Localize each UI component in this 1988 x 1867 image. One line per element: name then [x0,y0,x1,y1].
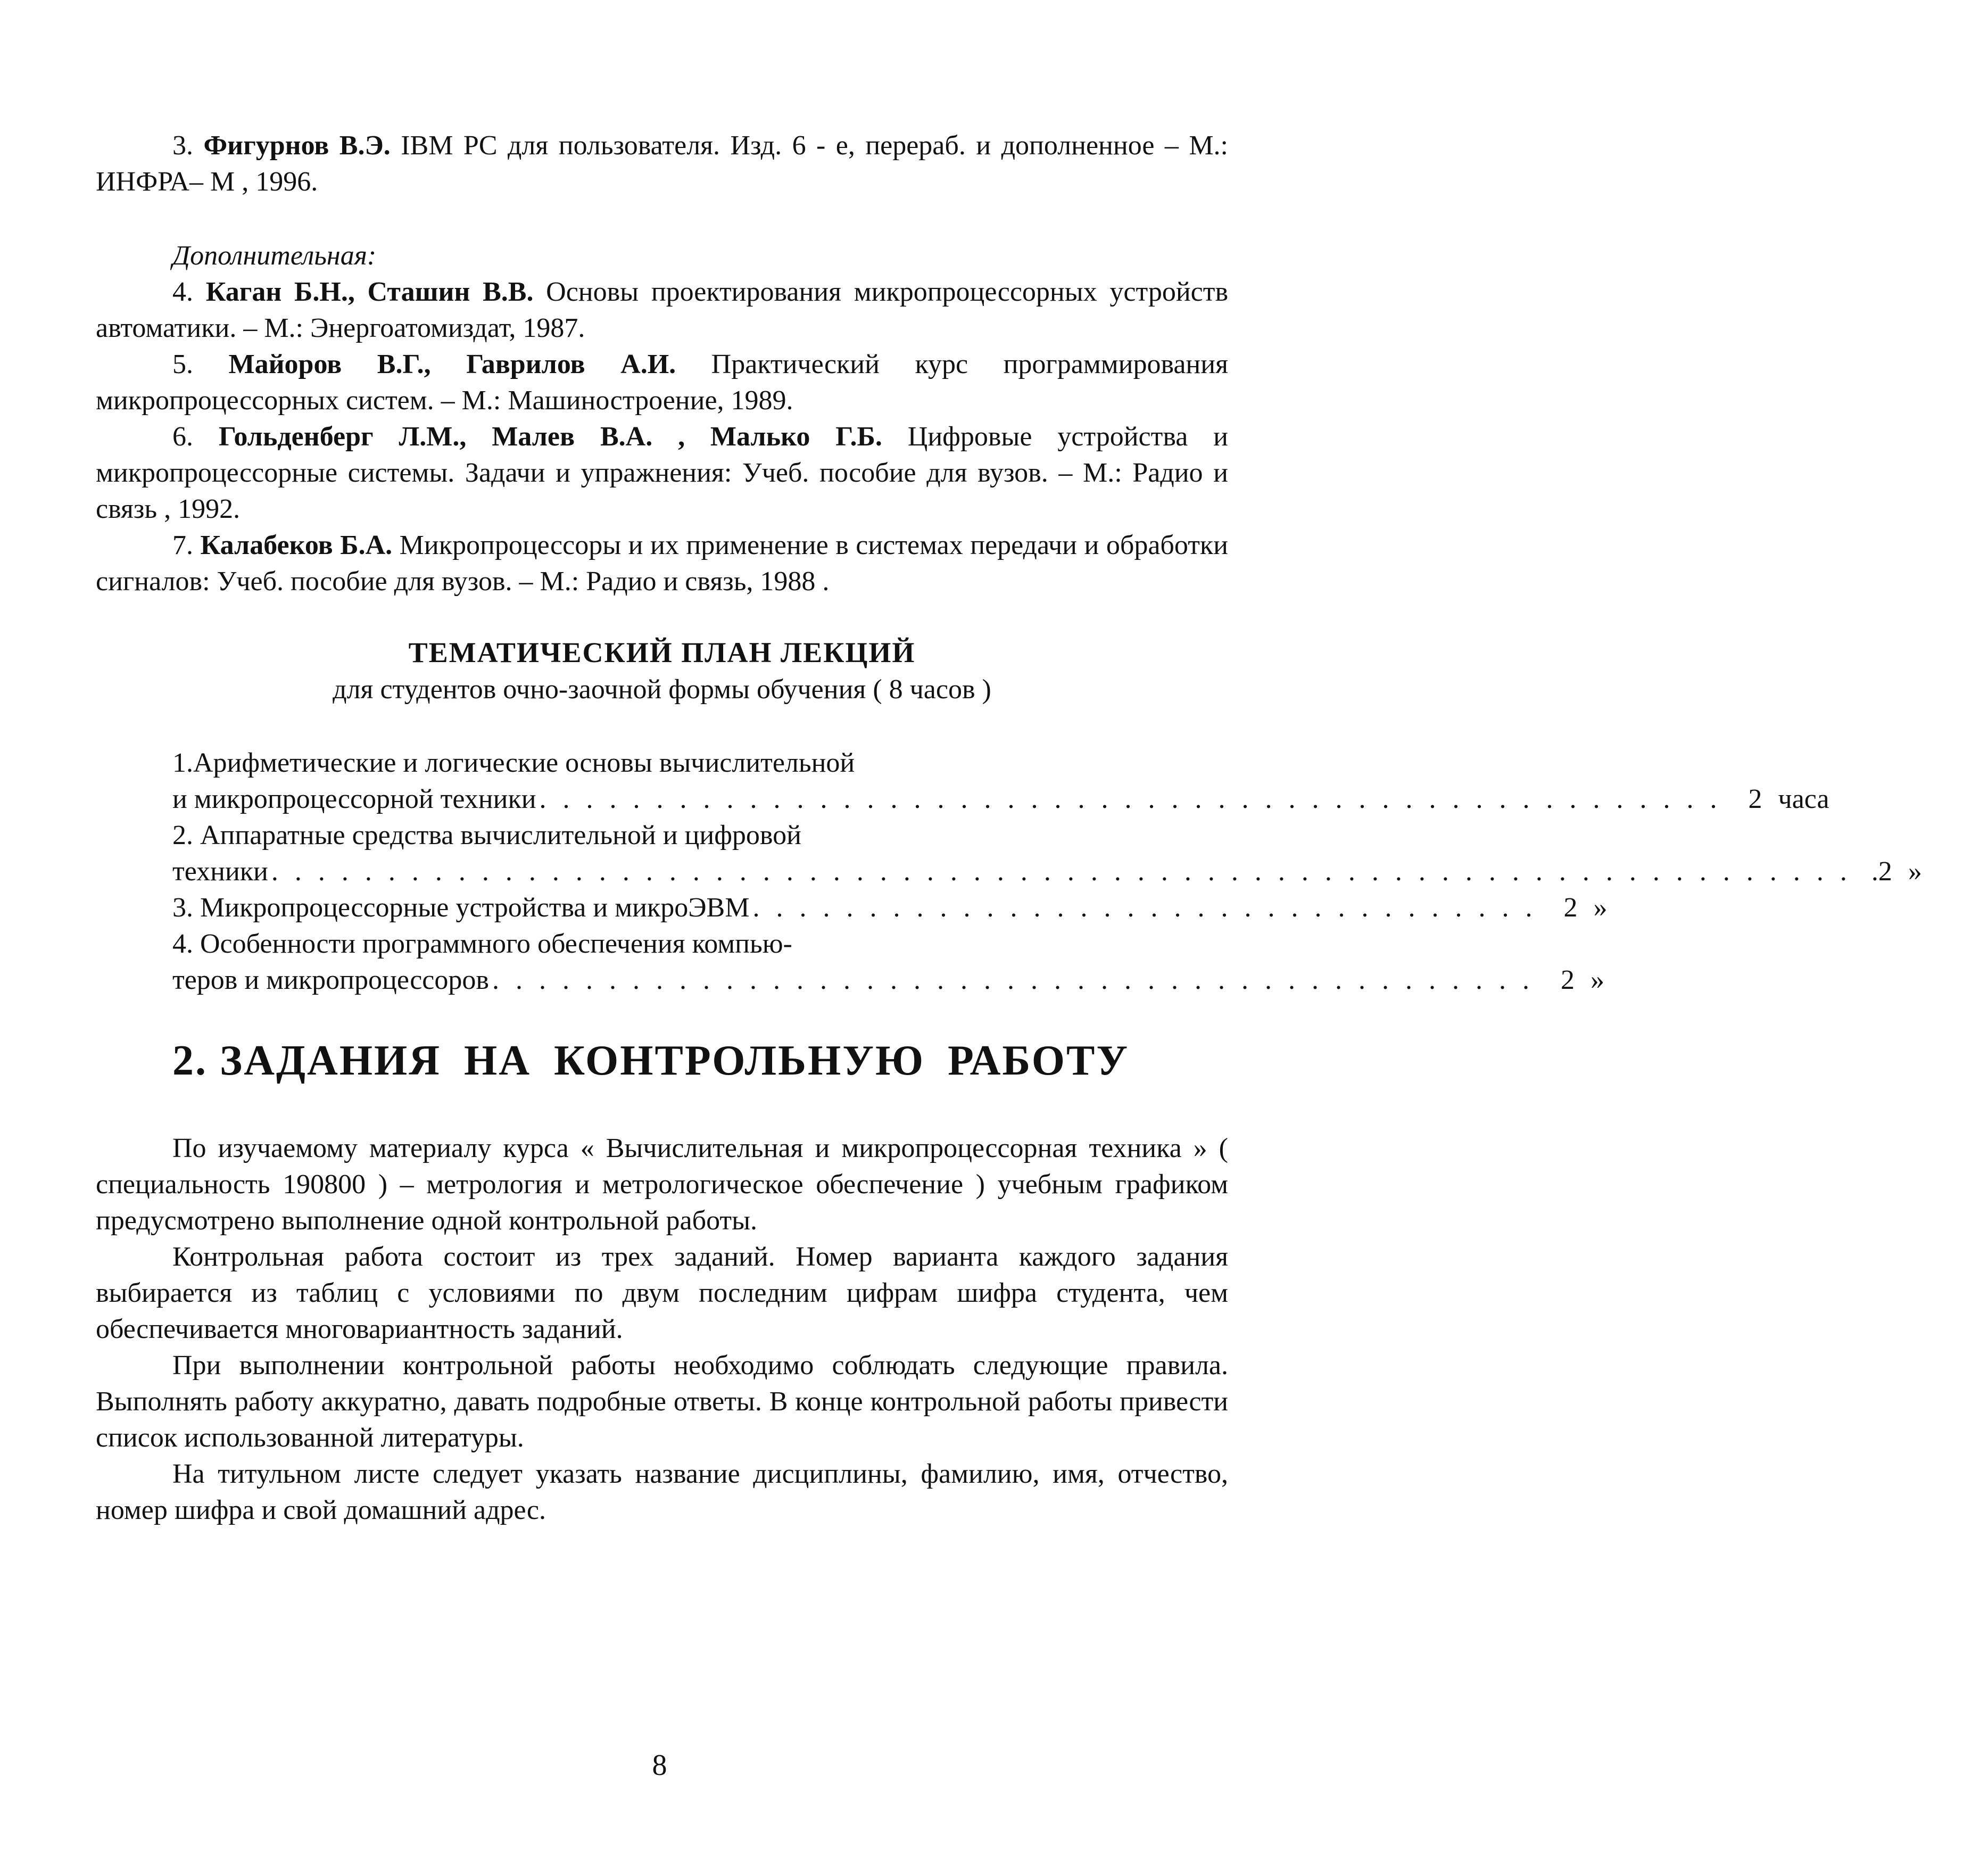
reference-text: Практический курс программирования микропроцессорных систем. – М.: Машиностроение, 1989. [96,349,1228,416]
section-heading [172,1035,1129,1086]
reference-text: Основы проектирования микропроцессорных устройств автоматики. – М.: Энергоатомиздат, 1987. [96,277,1229,343]
dot-leader: . . . . . . . . . . . . . . . . . . . . . . . . . . . . . . . . . . . . . . . . . . . . . [492,965,1534,995]
lecture-topic-text: 1.Арифметические и логические основы вычислительной [172,748,855,778]
lecture-plan-list [172,745,1922,998]
lecture-topic-text: 3. Микропроцессорные устройства и микроЭВМ [172,893,750,923]
reference-item [96,346,1228,419]
additional-literature-label: Дополнительная: [172,241,377,271]
dot-leader: . . . . . . . . . . . . . . . . . . . . . . . . . . . . . . . . . . . . . . . . . . . . . . . . . . . . . . . . . . . . . . . . . . . . [271,856,1852,887]
lecture-plan-item-line [172,854,1922,890]
lecture-hours: 2 [1560,965,1575,995]
lecture-plan-subtitle: для студентов очно-заочной формы обучения ( 8 часов ) [333,674,991,705]
body-paragraph: По изучаемому материалу курса « Вычислительная и микропроцессорная техника » ( специальность 190800 ) – метрология и метрологическое обеспечение ) учебным графиком предусмотрено выполнение одной контрольной работы. [96,1133,1228,1236]
dot-leader: . . . . . . . . . . . . . . . . . . . . . . . . . . . . . . . . . . [752,893,1537,923]
lecture-plan-title: ТЕМАТИЧЕСКИЙ ПЛАН ЛЕКЦИЙ [408,637,916,668]
lecture-hours: 2 [1563,893,1578,923]
lecture-plan-item-line [172,926,1088,962]
reference-authors: Майоров В.Г., Гаврилов А.И. [228,349,676,379]
lecture-plan-item-line [172,817,1088,854]
reference-item [96,274,1228,346]
reference-authors: Калабеков Б.А. [200,530,393,560]
lecture-hours-unit: » [1590,965,1604,995]
reference-number: 3. [172,130,193,161]
reference-text: Микропроцессоры и их применение в системах передачи и обработки сигналов: Учеб. пособие для вузов. – М.: Радио и связь, 1988 . [96,530,1229,597]
reference-authors: Фигурнов В.Э. [203,130,391,161]
lecture-plan-item-line [172,962,1604,998]
body-paragraph: На титульном листе следует указать название дисциплины, фамилию, имя, отчество, номер шифра и свой домашний адрес. [96,1459,1228,1525]
section-number: 2. [172,1037,208,1084]
reference-item [96,527,1228,600]
reference-authors: Гольденберг Л.М., Малев В.А. , Малько Г.Б. [218,422,882,452]
lecture-topic-text: и микропроцессорной техники [172,784,536,814]
lecture-topic-text: техники [172,856,268,887]
reference-number: 7. [172,530,193,560]
reference-text: IBM PC для пользователя. Изд. 6 - е, перераб. и дополненное – М.: ИНФРА– М , 1996. [96,130,1228,197]
lecture-plan-item-line [172,781,1829,817]
reference-number: 5. [172,349,193,379]
lecture-hours-unit: » [1908,856,1922,887]
page-number: 8 [652,1749,667,1782]
lecture-hours: .2 [1871,856,1892,887]
lecture-topic-text: 2. Аппаратные средства вычислительной и цифровой [172,820,801,850]
lecture-hours-unit: » [1593,893,1608,923]
dot-leader: . . . . . . . . . . . . . . . . . . . . . . . . . . . . . . . . . . . . . . . . . . . . . . . . . . . [539,784,1722,814]
reference-number: 4. [172,277,193,307]
section-title: ЗАДАНИЯ НА КОНТРОЛЬНУЮ РАБОТУ [220,1037,1130,1084]
reference-text: Цифровые устройства и микропроцессорные системы. Задачи и упражнения: Учеб. пособие для вузов. – М.: Радио и связь , 1992. [96,422,1228,524]
lecture-hours: 2 [1748,784,1762,814]
reference-number: 6. [172,422,193,452]
reference-authors: Каган Б.Н., Сташин В.В. [205,277,534,307]
body-paragraph: При выполнении контрольной работы необходимо соблюдать следующие правила. Выполнять работу аккуратно, давать подробные ответы. В конце контрольной работы привести список использованной литературы. [96,1350,1228,1453]
body-paragraph: Контрольная работа состоит из трех заданий. Номер варианта каждого задания выбирается из таблиц с условиями по двум последним цифрам шифра студента, чем обеспечивается многовариантность заданий. [96,1242,1228,1344]
lecture-plan-item-line [172,890,1608,926]
reference-item [96,419,1228,527]
lecture-hours-unit: часа [1778,784,1829,814]
lecture-topic-text: 4. Особенности программного обеспечения компью- [172,929,792,959]
lecture-plan-item-line [172,745,1088,781]
reference-item [96,128,1228,200]
lecture-topic-text: теров и микропроцессоров [172,965,489,995]
